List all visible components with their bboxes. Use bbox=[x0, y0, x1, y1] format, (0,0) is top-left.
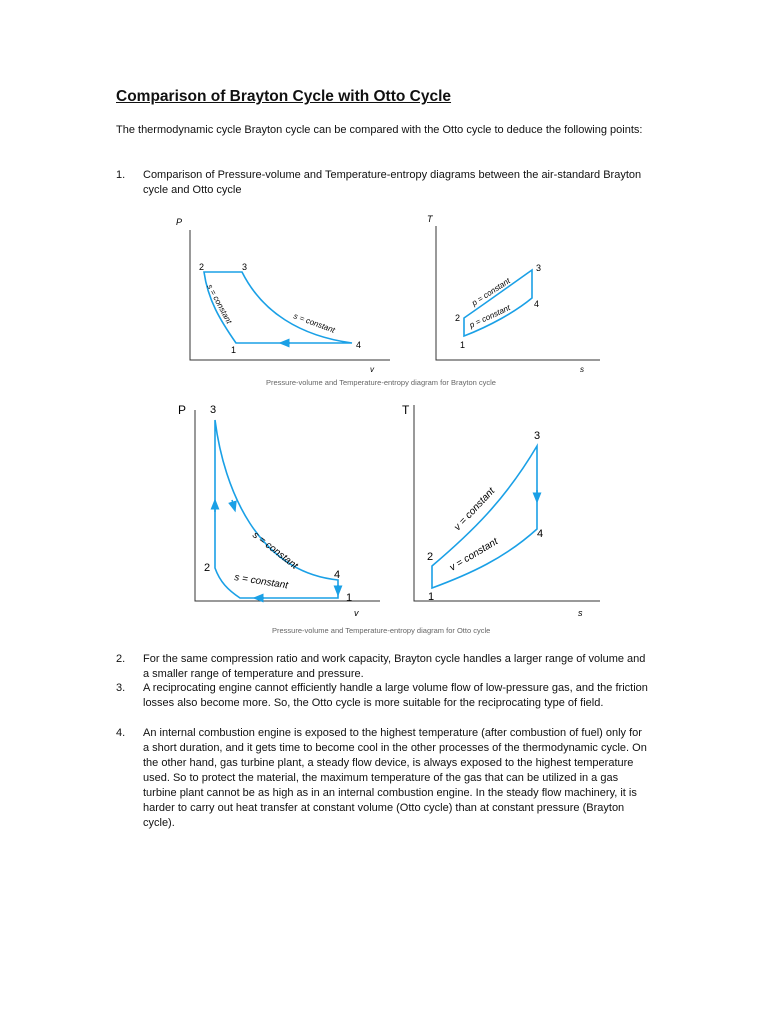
otto-pv-diagram bbox=[178, 403, 380, 618]
otto-ts-cycle bbox=[432, 446, 537, 588]
otto-pv-axes bbox=[195, 410, 380, 601]
brayton-pv-diagram bbox=[176, 217, 390, 374]
otto-ts-diagram bbox=[402, 403, 600, 618]
otto-pv-point-3: 3 bbox=[210, 404, 217, 416]
brayton-pv-label-a: s = constant bbox=[205, 282, 234, 326]
list-item-text: An internal combustion engine is exposed to the highest temperature (after combustion of fuel) only for a short duration, and it gets time to become cool in the other processes of the thermodynamic cycle. On the other hand, gas turbine plant, a steady flow device, is always exposed to the highest temperature used. So to protect the material, the maximum temperature of the gas that can be utilized in a gas turbine plant cannot be as high as in an internal combustion engine. In the steady flow machinery, it is harder to carry out heat transfer at constant volume (Otto cycle) than at constant pressure (Brayton cycle). bbox=[143, 727, 647, 829]
brayton-ts-point-3: 3 bbox=[536, 263, 542, 273]
list-item-number: 4. bbox=[116, 727, 126, 739]
brayton-ts-point-1: 1 bbox=[460, 340, 466, 350]
list-item-text: Comparison of Pressure-volume and Temperature-entropy diagrams between the air-standard Brayton cycle and Otto cycle bbox=[143, 169, 642, 196]
brayton-pv-point-1: 1 bbox=[231, 345, 237, 355]
otto-ts-axes bbox=[414, 405, 600, 601]
list-item-number: 1. bbox=[116, 169, 126, 181]
list-item-number: 3. bbox=[116, 682, 126, 694]
brayton-pv-point-3: 3 bbox=[242, 262, 248, 272]
list-item-3 bbox=[116, 681, 656, 727]
brayton-ts-x-label: s bbox=[580, 365, 584, 374]
brayton-ts-label-a: p = constant bbox=[470, 276, 512, 308]
otto-pv-label-b: s = constant bbox=[233, 572, 289, 592]
otto-figure-caption: Pressure-volume and Temperature-entropy diagram for Otto cycle bbox=[272, 626, 491, 635]
brayton-ts-label-b: p = constant bbox=[468, 303, 512, 330]
otto-ts-label-a: v = constant bbox=[452, 485, 498, 534]
otto-ts-point-3: 3 bbox=[534, 430, 541, 442]
otto-ts-y-label: T bbox=[402, 403, 410, 417]
otto-pv-cycle bbox=[215, 420, 341, 598]
brayton-ts-diagram bbox=[427, 214, 600, 374]
otto-pv-x-label: v bbox=[354, 608, 359, 618]
otto-ts-label-b: v = constant bbox=[447, 536, 501, 574]
brayton-ts-point-2: 2 bbox=[455, 313, 461, 323]
brayton-pv-y-label: P bbox=[176, 217, 183, 227]
otto-ts-point-2: 2 bbox=[427, 551, 434, 563]
brayton-pv-x-label: v bbox=[370, 365, 374, 374]
otto-ts-x-label: s bbox=[578, 608, 583, 618]
list-item-number: 2. bbox=[116, 653, 126, 665]
brayton-ts-y-label: T bbox=[427, 214, 433, 224]
brayton-pv-point-4: 4 bbox=[356, 340, 362, 350]
otto-pv-point-4: 4 bbox=[334, 569, 341, 581]
otto-pv-arrow-down bbox=[232, 500, 234, 507]
otto-ts-point-1: 1 bbox=[428, 591, 435, 603]
list-item-4 bbox=[116, 726, 656, 831]
otto-pv-label-a: s = constant bbox=[250, 529, 300, 572]
list-item-text: A reciprocating engine cannot efficiently handle a large volume flow of low-pressure gas, and the friction losses also become more. So, the Otto cycle is more suitable for the reciprocating type of field. bbox=[143, 682, 648, 709]
page-title: Comparison of Brayton Cycle with Otto Cycle bbox=[116, 88, 452, 105]
brayton-pv-point-2: 2 bbox=[199, 262, 205, 272]
intro-paragraph: The thermodynamic cycle Brayton cycle can be compared with the Otto cycle to deduce the following points: bbox=[116, 124, 643, 136]
otto-pv-y-label: P bbox=[178, 403, 187, 417]
list-item-2 bbox=[116, 652, 656, 684]
otto-pv-point-2: 2 bbox=[204, 562, 211, 574]
otto-pv-point-1: 1 bbox=[346, 592, 353, 604]
brayton-figure-caption: Pressure-volume and Temperature-entropy diagram for Brayton cycle bbox=[266, 378, 496, 387]
brayton-pv-label-b: s = constant bbox=[292, 311, 337, 335]
list-item-text: For the same compression ratio and work capacity, Brayton cycle handles a larger range of volume and a smaller range of temperature and pressure. bbox=[143, 653, 646, 680]
otto-ts-point-4: 4 bbox=[537, 528, 544, 540]
brayton-ts-point-4: 4 bbox=[534, 299, 540, 309]
